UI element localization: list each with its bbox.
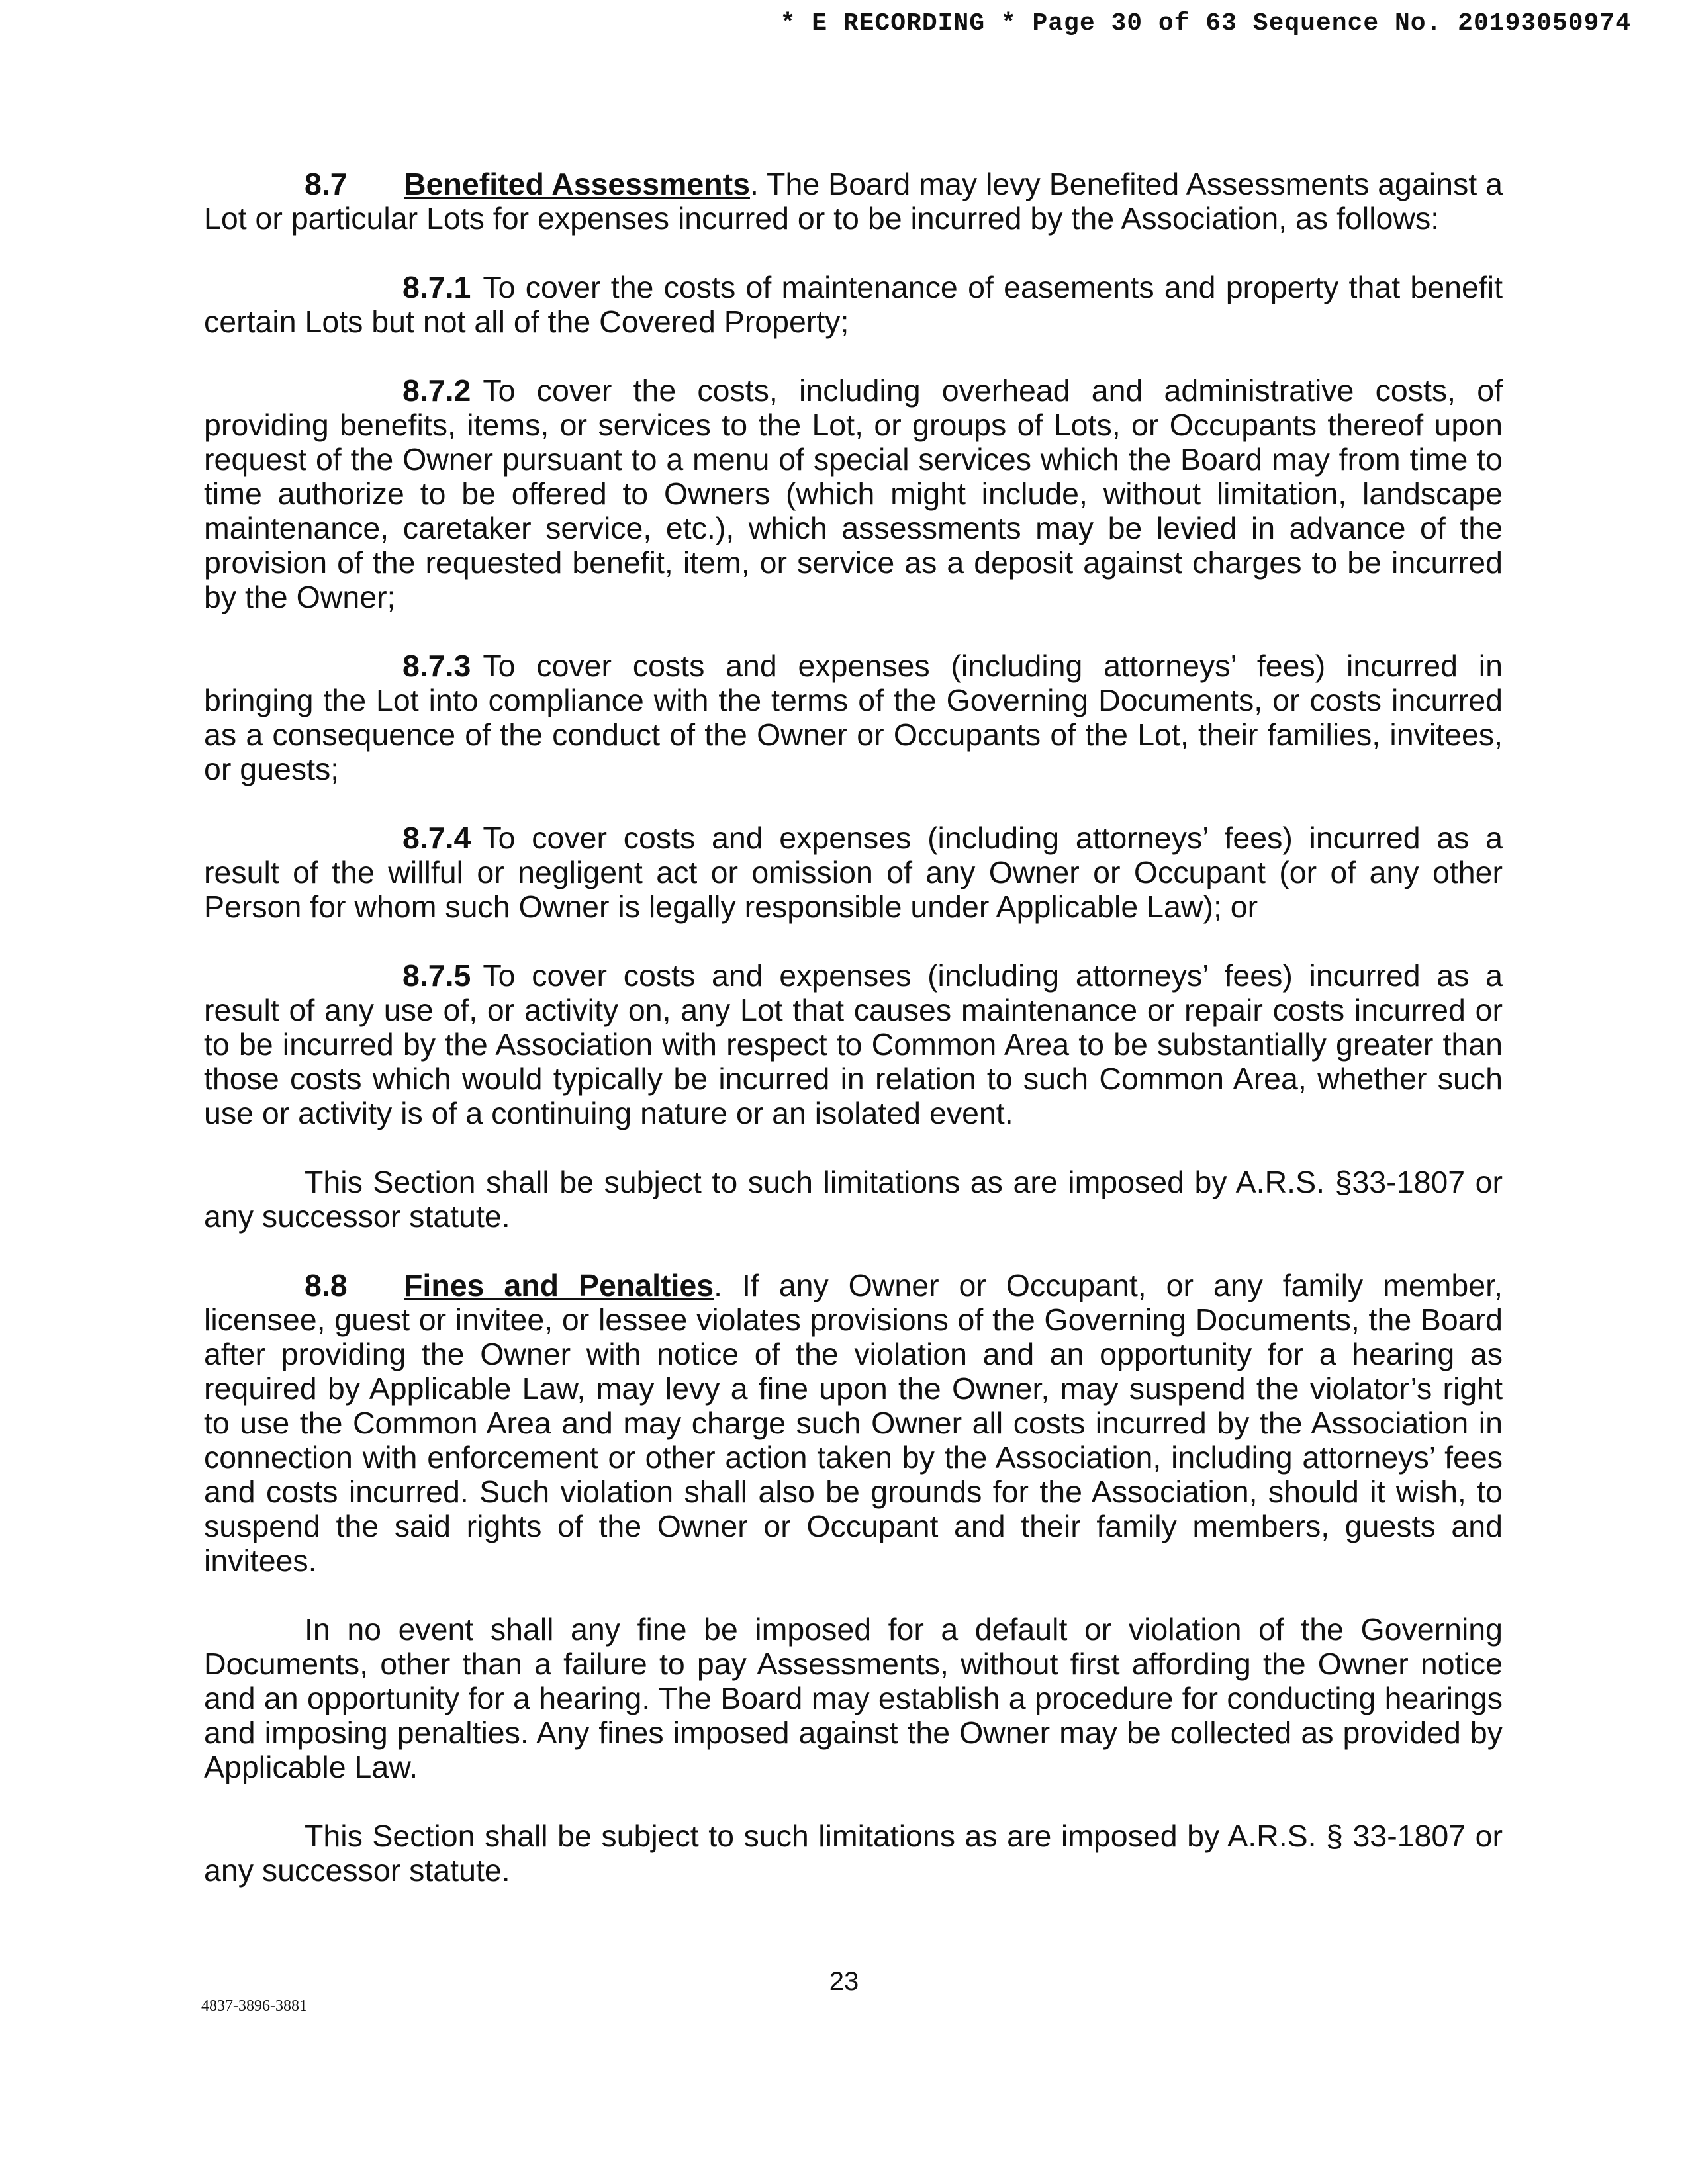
- section-8-8: [204, 1268, 1503, 1578]
- subsection-8-7-2: [204, 373, 1503, 614]
- subsection-8-7-1: [204, 270, 1503, 339]
- section-title: Fines and Penalties: [404, 1268, 714, 1302]
- subsection-number: 8.7.3: [402, 649, 471, 683]
- document-body: [204, 167, 1503, 1922]
- subsection-text: To cover costs and expenses (including attorneys’ fees) incurred as a result of any use of, or activity on, any Lot that causes maintenance or repair costs incurred or to be incurred by the Association with respect to Common Area to be substantially greater than those costs which would typically be incurred in relation to such Common Area, whether such use or activity is of a continuing nature or an isolated event.: [204, 958, 1503, 1130]
- subsection-text: To cover the costs, including overhead and administrative costs, of providing benefits, items, or services to the Lot, or groups of Lots, or Occupants thereof upon request of the Owner pursuant to a menu of special services which the Board may from time to time authorize to be offered to Owners (which might include, without limitation, landscape maintenance, caretaker service, etc.), which assessments may be levied in advance of the provision of the requested benefit, item, or service as a deposit against charges to be incurred by the Owner;: [204, 373, 1503, 614]
- subsection-8-7-3: [204, 649, 1503, 786]
- recording-header: * E RECORDING * Page 30 of 63 Sequence No. 20193050974: [780, 9, 1631, 38]
- subsection-number: 8.7.4: [402, 821, 471, 855]
- section-text: . The Board may levy Benefited Assessments against a Lot or particular Lots for expenses incurred or to be incurred by the Association, as follows:: [204, 167, 1503, 236]
- hearing-paragraph: In no event shall any fine be imposed for a default or violation of the Governing Documents, other than a failure to pay Assessments, without first affording the Owner notice and an opportunity for a hearing. The Board may establish a procedure for conducting hearings and imposing penalties. Any fines imposed against the Owner may be collected as provided by Applicable Law.: [204, 1612, 1503, 1784]
- subsection-text: To cover costs and expenses (including attorneys’ fees) incurred in bringing the Lot into compliance with the terms of the Governing Documents, or costs incurred as a consequence of the conduct of the Owner or Occupants of the Lot, their families, invitees, or guests;: [204, 649, 1503, 786]
- section-8-7: [204, 167, 1503, 236]
- page-number: 23: [829, 1967, 859, 1996]
- document-id: 4837-3896-3881: [201, 1997, 307, 2015]
- subsection-8-7-5: [204, 958, 1503, 1130]
- section-title: Benefited Assessments: [404, 167, 750, 201]
- limitation-paragraph-2: This Section shall be subject to such limitations as are imposed by A.R.S. § 33-1807 or any successor statute.: [204, 1819, 1503, 1888]
- subsection-number: 8.7.2: [402, 373, 471, 408]
- section-number: 8.8: [305, 1268, 348, 1302]
- section-text: . If any Owner or Occupant, or any family member, licensee, guest or invitee, or lessee violates provisions of the Governing Documents, the Board after providing the Owner with notice of the violation and an opportunity for a hearing as required by Applicable Law, may levy a fine upon the Owner, may suspend the violator’s right to use the Common Area and may charge such Owner all costs incurred by the Association in connection with enforcement or other action taken by the Association, including attorneys’ fees and costs incurred. Such violation shall also be grounds for the Association, should it wish, to suspend the said rights of the Owner or Occupant and their family members, guests and invitees.: [204, 1268, 1503, 1578]
- subsection-number: 8.7.5: [402, 958, 471, 993]
- subsection-8-7-4: [204, 821, 1503, 924]
- section-number: 8.7: [305, 167, 348, 201]
- subsection-text: To cover the costs of maintenance of easements and property that benefit certain Lots but not all of the Covered Property;: [204, 270, 1503, 339]
- limitation-paragraph: This Section shall be subject to such limitations as are imposed by A.R.S. §33-1807 or any successor statute.: [204, 1165, 1503, 1234]
- subsection-text: To cover costs and expenses (including attorneys’ fees) incurred as a result of the willful or negligent act or omission of any Owner or Occupant (or of any other Person for whom such Owner is legally responsible under Applicable Law); or: [204, 821, 1503, 924]
- subsection-number: 8.7.1: [402, 270, 471, 304]
